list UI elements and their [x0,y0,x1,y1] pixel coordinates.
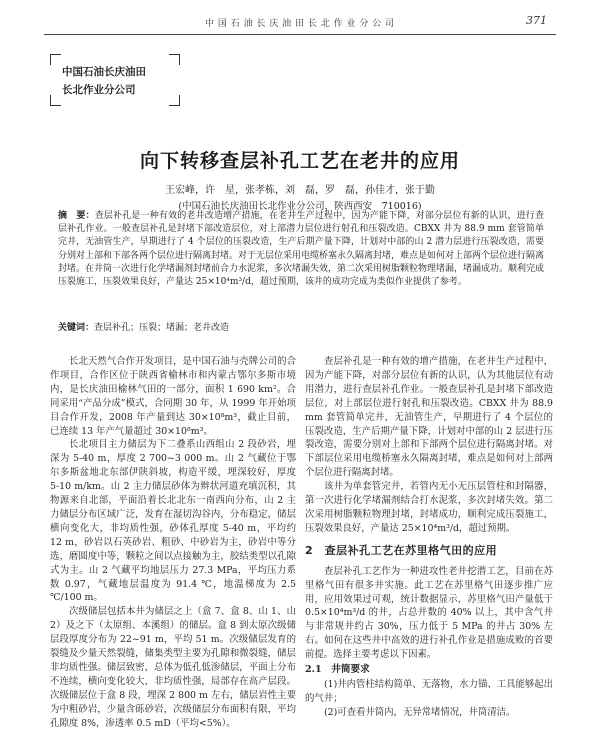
body-paragraph: 该井为单套管完井，若管内无小无压层管柱和封隔器，第一次进行化学堵漏剂结合打水泥浆，多次封堵失效。第二次采用树脂颗粒物理封堵，封堵成功，顺利完成压裂施工，压裂效果良好，产量达 25×10⁴m³/d，超过预期。 [305,481,553,534]
subsection-heading: 2.1 井筒要求 [305,664,370,676]
abstract-text: 查层补孔是一种有效的老井改造增产措施，在老井生产过程中，因为产能下降，对部分层位有新的认识，进行查层补孔作业。一般查层补孔是封堵下部改造层位，对上部潜力层位进行射孔和压裂改造。CBXX 井为 88.9 mm 套管简单完井，无油管生产，早期进行了 4 个层位的压裂改造，生产后期产量下降，计划对中部的山 2 潜力层进行压裂改造，需要分别对上部和下部各两个层位进行隔离封堵。对于无层位采用电缆桥塞永久隔离封堵，难点是如何对上部两个层位进行隔离封堵。在井筒一次进行化学堵漏剂封堵前合力水泥浆，多次堵漏失效，第二次采用树脂颗粒物理堵漏，堵漏成功。顺利完成压裂施工，压裂效果良好，产量达 25×10⁴m³/d，超过预期，该井的成功完成为类似作业提供了参考。 [58,211,545,288]
affiliation-line-1: 中国石油长庆油田 [62,66,146,78]
body-paragraph: 查层补孔是一种有效的增产措施，在老井生产过程中，因为产能下降，对部分层位有新的认识，认为其他层位有动用潜力，进行查层补孔作业。一般查层补孔是封堵下部改造层位，对上部层位进行射孔和压裂改造。CBXX 井为 88.9 mm 套管简单完井，无油管生产，早期进行了 4 个层位的压裂改造，生产后期产量下降，计划对中部的山 2 层进行压裂改造，需要分别对上部和下部两个层位进行隔离封堵。对下部层位采用电缆桥塞永久隔离封堵，难点是如何对上部两个层位进行隔离封堵。 [305,356,553,479]
body-paragraph: 长北天然气合作开发项目，是中国石油与壳牌公司的合作项目，合作区位于陕西省榆林市和内蒙古鄂尔多斯市境内，是长庆油田榆林气田的一部分，面积 1 690 km²。合同采用“产品分成”模式，合同期 30 年，从 1999 年开始项目合作开发，2008 年产量到达 30×10⁸m³，截止目前，已连续 13 年产气量超过 30×10⁸m³。 [50,356,296,437]
page-number: 371 [526,14,547,27]
body-paragraph: 次级储层包括本井为储层之上（盒 7、盒 8、山 1、山 2）及之下（太原组、本溪组）的储层。盒 8 到太原次级储层段厚度分布为 22~91 m，平均 51 m。次级储层发育的裂缝及少量天然裂缝，储集类型主要为孔隙和微裂缝，储层非均质性强。储层致密，总体为低孔低渗储层，平面上分布不连续，横向变化较大，非均质性强，局部存在高产层段。次级储层位于盒 8 段，埋深 2 800 m 左右，储层岩性主要为中粗砂岩，少量含砾砂岩，次级储层分布面积有限，平均孔隙度 8%，渗透率 0.5 mD（平均<5%）。 [50,606,296,729]
journal-name: 中 国 石 油 长 庆 油 田 长 北 作 业 分 公 司 [205,19,395,29]
keywords-text: 查层补孔；压裂；堵漏；老井改造 [94,323,230,333]
section-heading: 2 查层补孔工艺在苏里格气田的应用 [305,543,498,557]
running-head [0,6,600,36]
right-column [305,355,553,720]
abstract [58,210,544,289]
corner-mark [169,95,180,106]
abstract-label: 摘 要： [58,211,95,221]
paper-title: 向下转移查层补孔工艺在老井的应用 [139,150,460,172]
institution: (中国石油长庆油田长北作业分公司，陕西西安 710016) [178,201,422,212]
corner-mark [169,54,180,65]
body-paragraph: 查层补孔工艺作为一种进攻性老井挖潜工艺，目前在苏里格气田有很多井实施。此工艺在苏里格气田逐步推广应用，应用效果过可观，统计数据显示，苏里格气田产量低于 0.5×10⁴m³/d 的井，占总井数的 40% 以上，其中含气井与非常规井约占 30%，压力低于 5 MPa 的井占 30% 左右。如何在这些井中高效的进行补孔作业是措施成败的首要前提。选择主要考虑以下因素。 [305,565,553,661]
corner-mark [50,54,61,65]
author-list: 王宏峰，许 星，张孝栋，刘 磊，罗 磊，孙佳才，张于勤 [165,185,435,196]
affiliation-line-2: 长北作业分公司 [62,84,136,96]
header-rule [44,34,556,35]
left-column [50,355,296,730]
list-item: (1)井内管柱结构简单、无落物，水力锚、工具能够起出的气井； [305,678,553,704]
keywords [58,322,544,335]
keywords-label: 关键词： [58,323,95,333]
affiliation-box [50,54,180,106]
list-item: (2)可查看井筒内，无异常堵情况，井筒清洁。 [324,706,516,718]
body-paragraph: 长北项目主力储层为下二叠系山西组山 2 段砂岩，埋深为 5-40 m，厚度 2 700~3 000 m。山 2 气藏位于鄂尔多斯盆地北东部伊陕斜坡，构造平缓，埋深较好，厚度 5-10 m/km。山 2 主力储层砂体为辫状河道充填沉积，其物源来自北部，平面沿着长北北东一南西向分布，山 2 主力储层分布区域广泛，发育在湿切沟谷内，分布稳定，储层横向变化大，非均质性强，砂体孔厚度 5-40 m，平均约 12 m，砂岩以石英砂岩、粗砂、中砂岩为主，砂岩中等分选，磨圆度中等，颗粒之间以点接触为主，胶结类型以孔隙式为主。山 2 气藏平均地层压力 27.3 MPa，平均压力系数 0.97，气藏地层温度为 91.4 ℃，地温梯度为 2.5 ℃/100 m。 [50,439,296,604]
corner-mark [50,95,61,106]
